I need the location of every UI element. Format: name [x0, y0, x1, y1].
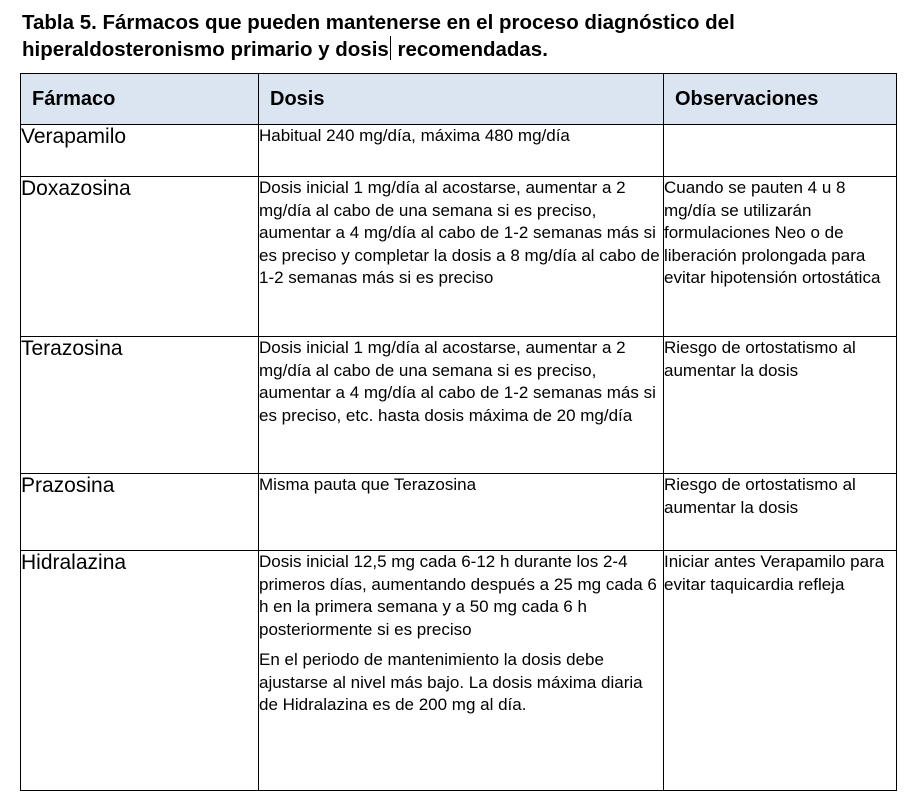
drug-cell: Verapamilo	[21, 125, 259, 177]
table-row	[21, 177, 897, 337]
dose-text: Dosis inicial 1 mg/día al acostarse, aumentar a 2 mg/día al cabo de una semana si es preciso, aumentar a 4 mg/día al cabo de 1-2 semanas más si es preciso y completar la dosis a 8 mg/día al cabo de 1-2 semanas más si es preciso	[259, 178, 660, 287]
dose-cell	[259, 177, 664, 337]
dose-text: Dosis inicial 1 mg/día al acostarse, aumentar a 2 mg/día al cabo de una semana si es preciso, aumentar a 4 mg/día al cabo de 1-2 semanas más si es preciso, etc. hasta dosis máxima de 20 mg/día	[259, 338, 656, 425]
dose-text: En el periodo de mantenimiento la dosis debe ajustarse al nivel más bajo. La dosis máxima diaria de Hidralazina es de 200 mg al día.	[259, 650, 643, 714]
table-title-end: recomendadas.	[391, 38, 548, 61]
dose-cell	[259, 125, 664, 177]
text-cursor	[390, 36, 391, 60]
dose-cell	[259, 337, 664, 474]
drug-cell: Terazosina	[21, 337, 259, 474]
dose-text: Misma pauta que Terazosina	[259, 475, 477, 494]
drug-cell: Prazosina	[21, 474, 259, 551]
table-title-main: Tabla 5. Fármacos que pueden mantenerse en el proceso diagnóstico del hiperaldosteronismo primario y dosis	[22, 11, 735, 61]
table-row	[21, 337, 897, 474]
table-title	[22, 9, 902, 63]
header-observations: Observaciones	[664, 74, 897, 125]
drug-cell: Hidralazina	[21, 551, 259, 791]
observations-cell: Riesgo de ortostatismo al aumentar la dosis	[664, 474, 897, 551]
table-row	[21, 551, 897, 791]
drug-dosage-table	[20, 73, 897, 791]
drug-cell: Doxazosina	[21, 177, 259, 337]
header-drug: Fármaco	[21, 74, 259, 125]
observations-cell	[664, 125, 897, 177]
observations-cell: Cuando se pauten 4 u 8 mg/día se utilizarán formulaciones Neo o de liberación prolongada para evitar hipotensión ortostática	[664, 177, 897, 337]
table-row	[21, 125, 897, 177]
dose-text: Habitual 240 mg/día, máxima 480 mg/día	[259, 126, 570, 145]
table-header-row	[21, 74, 897, 125]
table-row	[21, 474, 897, 551]
dose-text: Dosis inicial 12,5 mg cada 6-12 h durante los 2-4 primeros días, aumentando después a 25 mg cada 6 h en la primera semana y a 50 mg cada 6 h posteriormente si es preciso	[259, 552, 657, 639]
observations-cell: Iniciar antes Verapamilo para evitar taquicardia refleja	[664, 551, 897, 791]
header-dose: Dosis	[259, 74, 664, 125]
dose-cell	[259, 474, 664, 551]
observations-cell: Riesgo de ortostatismo al aumentar la dosis	[664, 337, 897, 474]
dose-cell	[259, 551, 664, 791]
